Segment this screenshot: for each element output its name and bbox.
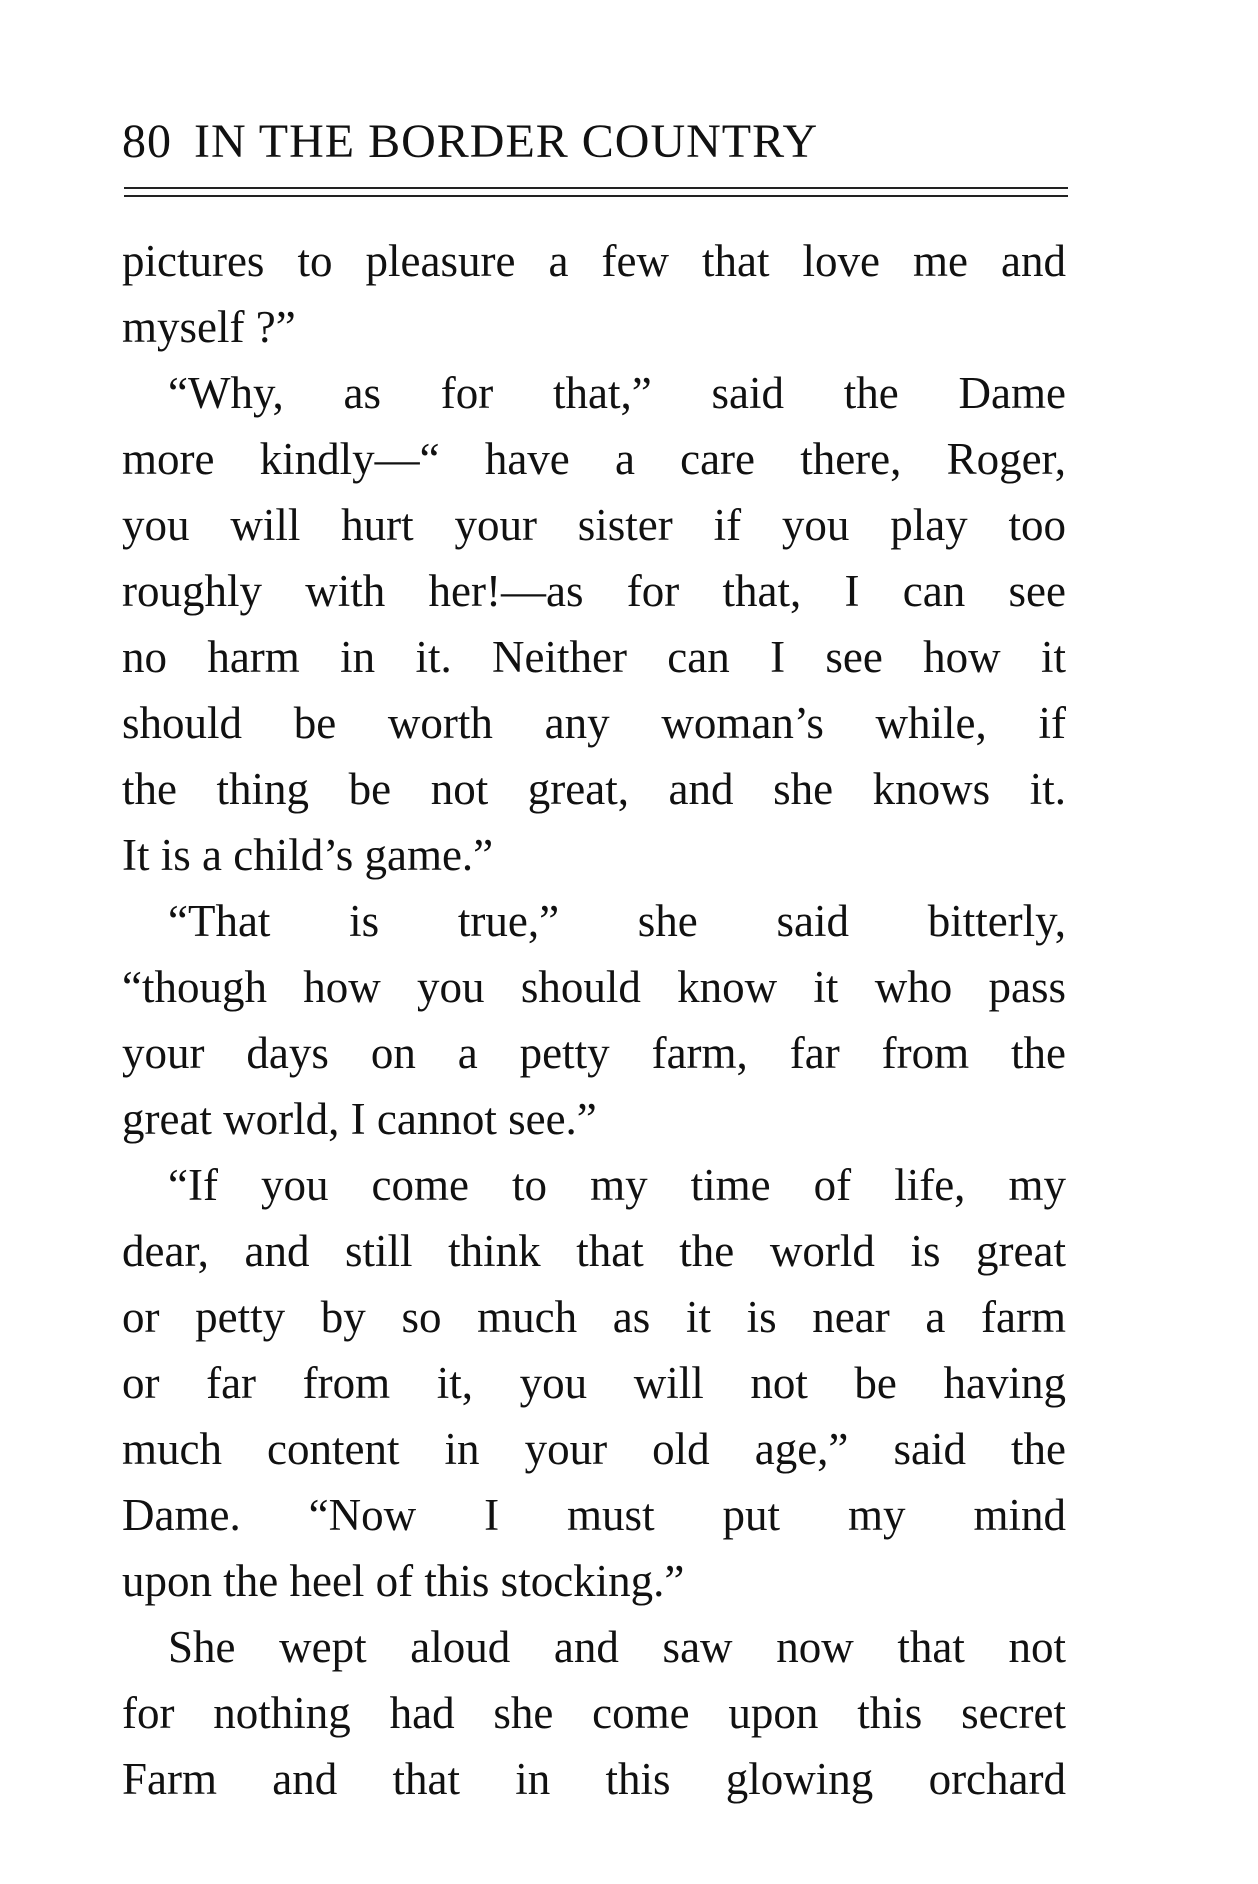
text-line: or petty by so much as it is near a farm [122,1292,1066,1342]
header-rule-bottom [124,195,1068,197]
text-line: “though how you should know it who pass [122,962,1066,1012]
text-line: “That is true,” she said bitterly, [168,896,1066,946]
text-line: more kindly—“ have a care there, Roger, [122,434,1066,484]
text-line: It is a child’s game.” [122,830,494,880]
text-line: much content in your old age,” said the [122,1424,1066,1474]
text-line: roughly with her!—as for that, I can see [122,566,1066,616]
text-line: She wept aloud and saw now that not [168,1622,1066,1672]
text-line: your days on a petty farm, far from the [122,1028,1066,1078]
text-line: you will hurt your sister if you play too [122,500,1066,550]
text-line: “Why, as for that,” said the Dame [168,368,1066,418]
text-line: the thing be not great, and she knows it. [122,764,1066,814]
header-rule-top [124,187,1068,189]
text-line: should be worth any woman’s while, if [122,698,1066,748]
text-line: great world, I cannot see.” [122,1094,597,1144]
text-line: for nothing had she come upon this secret [122,1688,1066,1738]
body-text [122,228,1066,1812]
text-line: Dame. “Now I must put my mind [122,1490,1066,1540]
text-line: upon the heel of this stocking.” [122,1556,685,1606]
page-number: 80 [122,115,172,168]
text-line: myself ?” [122,302,296,352]
text-line: no harm in it. Neither can I see how it [122,632,1066,682]
text-line: “If you come to my time of life, my [168,1160,1066,1210]
running-head [122,112,1066,172]
text-line: dear, and still think that the world is great [122,1226,1066,1276]
text-line: or far from it, you will not be having [122,1358,1066,1408]
text-line: pictures to pleasure a few that love me and [122,236,1066,286]
text-line: Farm and that in this glowing orchard [122,1754,1066,1804]
running-title: IN THE BORDER COUNTRY [194,115,819,168]
